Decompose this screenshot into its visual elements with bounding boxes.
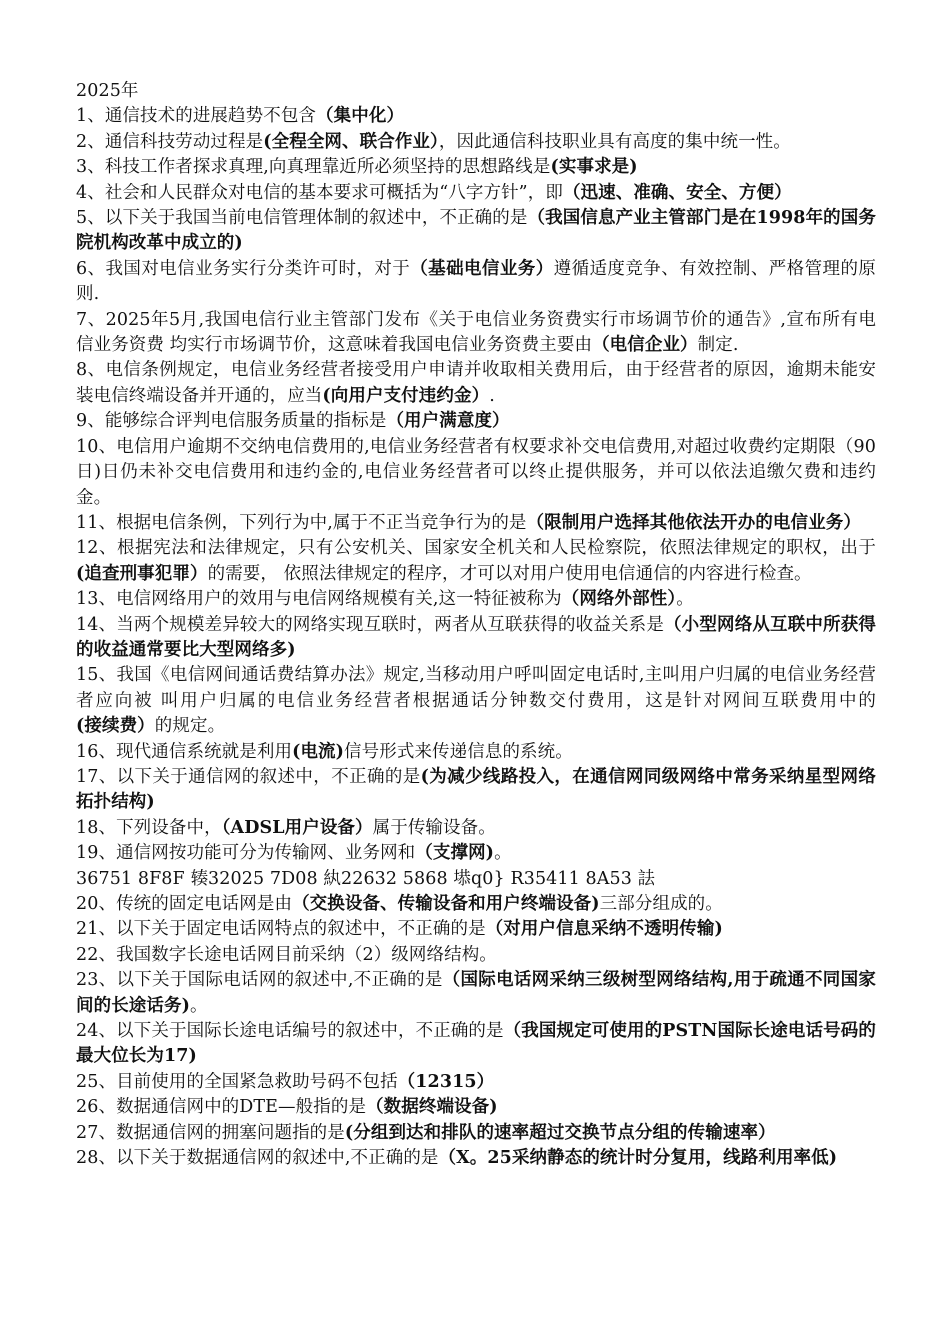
question-text: 4、社会和人民群众对电信的基本要求可概括为“八字方针”，即 (76, 182, 563, 203)
answer-text: （交换设备、传输设备和用户终端设备) (292, 894, 600, 914)
question-text: 17、以下关于通信网的叙述中，不正确的是 (76, 766, 421, 787)
question-text: 15、我国《电信网间通话费结算办法》规定,当移动用户呼叫固定电话时,主叫用户归属的电信业务经营者应向被 叫用户归属的电信业务经营者根据通话分钟数交付费用，这是针对网间互联费用中的 (76, 665, 876, 711)
question-text: 26、数据通信网中的DTE—般指的是 (76, 1097, 367, 1118)
answer-text: (向用户支付违约金） (322, 385, 490, 406)
question-item (76, 613, 876, 664)
document-year-heading: 2025年 (76, 81, 139, 101)
question-text: 13、电信网络用户的效用与电信网络规模有关,这一特征被称为 (76, 589, 562, 610)
answer-text: （小型网络从互联中所获得的收益通常要比大型网络多) (76, 614, 876, 660)
question-text: 7、2025年5月,我国电信行业主管部门发布《关于电信业务资费实行市场调节价的通告》,宣布所有电信业务资费 均实行市场调节价，这意味着我国电信业务资费主要由 (76, 309, 876, 356)
answer-text: （国际电话网采纳三级树型网络结构,用于疏通不同国家间的长途话务) (76, 970, 876, 1016)
question-text: 2、通信科技劳动过程是 (76, 131, 264, 152)
question-item (76, 740, 876, 765)
question-item (76, 841, 876, 866)
answer-text: （限制用户选择其他依法开办的电信业务） (526, 512, 861, 533)
question-text: 22、我国数字长途电话网目前采纳（2）级网络结构。 (76, 944, 497, 965)
question-text: 28、以下关于数据通信网的叙述中,不正确的是 (76, 1148, 439, 1169)
question-text: 14、当两个规模差异较大的网络实现互联时，两者从互联获得的收益关系是 (76, 614, 665, 635)
question-item (76, 409, 876, 434)
question-item (76, 206, 876, 257)
answer-text: （ADSL用户设备） (221, 817, 373, 838)
question-item (76, 968, 876, 1019)
question-text: 。 (676, 589, 694, 610)
question-item (76, 816, 876, 841)
question-text: 25、目前使用的全国紧急救助号码不包括 (76, 1071, 398, 1092)
question-text: 16、现代通信系统就是利用 (76, 741, 293, 762)
question-text: 三部分组成的。 (599, 894, 723, 914)
question-item (76, 1146, 876, 1171)
question-item (76, 536, 876, 587)
answer-text: （对用户信息采纳不透明传输) (485, 919, 723, 940)
answer-text: (电流) (292, 741, 345, 762)
question-item (76, 104, 876, 129)
answer-text: (为减少线路投入，在通信网同级网络中常务采纳星型网络拓扑结构) (76, 766, 876, 813)
answer-text: （我国信息产业主管部门是在1998年的国务院机构改革中成立的) (76, 208, 876, 254)
question-text: 18、下列设备中， (76, 817, 222, 838)
answer-text: (全程全网、联合作业） (263, 131, 439, 152)
question-item (76, 663, 876, 739)
question-text: 36751 8F8F 辏32025 7D08 紈22632 5868 塨q0} R35411 8A53 詓 (76, 868, 656, 889)
question-text: ，因此通信科技职业具有高度的集中统一性。 (438, 131, 791, 152)
question-item (76, 1121, 876, 1146)
question-item (76, 155, 876, 180)
question-item (76, 765, 876, 816)
question-list (76, 104, 876, 1171)
answer-text: (分组到达和排队的速率超过交换节点分组的传输速率） (344, 1122, 776, 1143)
question-text: 制定. (697, 335, 739, 356)
question-text: 12、根据宪法和法律规定，只有公安机关、国家安全机关和人民检察院，依照法律规定的职权，出于 (76, 538, 876, 559)
answer-text: (接续费） (76, 716, 155, 737)
question-item (76, 1019, 876, 1070)
question-text: 24、以下关于国际长途电话编号的叙述中，不正确的是 (76, 1021, 504, 1042)
question-text: 遵循适度竞争、有效控制、严格管理的原则. (76, 258, 876, 305)
question-text: 5、以下关于我国当前电信管理体制的叙述中，不正确的是 (76, 208, 528, 229)
question-item (76, 257, 876, 308)
question-text: 11、根据电信条例，下列行为中,属于不正当竞争行为的是 (76, 512, 527, 533)
question-item (76, 308, 876, 359)
answer-text: （数据终端设备) (366, 1097, 498, 1118)
question-text: 。 (189, 995, 208, 1016)
question-text: 信号形式来传递信息的系统。 (344, 741, 573, 762)
question-text: 23、以下关于国际电话网的叙述中,不正确的是 (76, 970, 443, 991)
answer-text: （X。25采纳静态的统计时分复用，线路利用率低) (438, 1148, 838, 1169)
question-item (76, 1070, 876, 1095)
question-text: 6、我国对电信业务实行分类许可时，对于 (76, 258, 411, 279)
question-text: 的规定。 (154, 716, 226, 737)
question-text: 9、能够综合评判电信服务质量的指标是 (76, 411, 387, 432)
question-text: . (489, 385, 495, 406)
question-text: 27、数据通信网的拥塞问题指的是 (76, 1122, 345, 1143)
question-text: 1、通信技术的进展趋势不包含 (76, 106, 317, 127)
question-text: 3、科技工作者探求真理,向真理靠近所必须坚持的思想路线是 (76, 157, 551, 178)
question-item (76, 892, 876, 917)
question-text: 。 (494, 843, 512, 864)
question-text: 8、电信条例规定，电信业务经营者接受用户申请并收取相关费用后，由于经营者的原因，逾期未能安装电信终端设备并开通的，应当 (76, 360, 876, 406)
answer-text: （迅速、准确、安全、方便） (562, 182, 792, 203)
answer-text: （支撑网) (415, 843, 495, 864)
question-text: 属于传输设备。 (372, 817, 496, 838)
answer-text: （12315） (397, 1071, 495, 1092)
question-item (76, 917, 876, 942)
question-item (76, 358, 876, 409)
question-item (76, 435, 876, 511)
answer-text: （用户满意度） (386, 411, 510, 432)
question-item (76, 587, 876, 612)
answer-text: (追查刑事犯罪） (76, 563, 208, 584)
answer-text: （网络外部性） (561, 589, 677, 610)
answer-text: （我国规定可使用的PSTN国际长途电话号码的最大位长为17) (76, 1021, 876, 1067)
question-item (76, 181, 876, 206)
answer-text: （电信企业） (592, 335, 698, 356)
question-text: 19、通信网按功能可分为传输网、业务网和 (76, 843, 416, 864)
question-text: 10、电信用户逾期不交纳电信费用的,电信业务经营者有权要求补交电信费用,对超过收费约定期限（90 日)日仍未补交电信费用和违约金的,电信业务经营者可以终止提供服务，并可以依法追缴欠费和违约金。 (76, 436, 876, 508)
question-text: 21、以下关于固定电话网特点的叙述中，不正确的是 (76, 919, 486, 940)
question-text: 的需要， 依照法律规定的程序，才可以对用户使用电信通信的内容进行检查。 (207, 563, 812, 584)
question-item (76, 867, 876, 892)
question-item (76, 943, 876, 968)
question-text: 20、传统的固定电话网是由 (76, 894, 293, 914)
question-item (76, 511, 876, 536)
answer-text: （基础电信业务） (410, 258, 554, 279)
question-item (76, 130, 876, 155)
question-item (76, 1095, 876, 1120)
answer-text: (实事求是) (550, 157, 638, 178)
answer-text: （集中化） (316, 106, 405, 127)
document-body (76, 79, 876, 1171)
